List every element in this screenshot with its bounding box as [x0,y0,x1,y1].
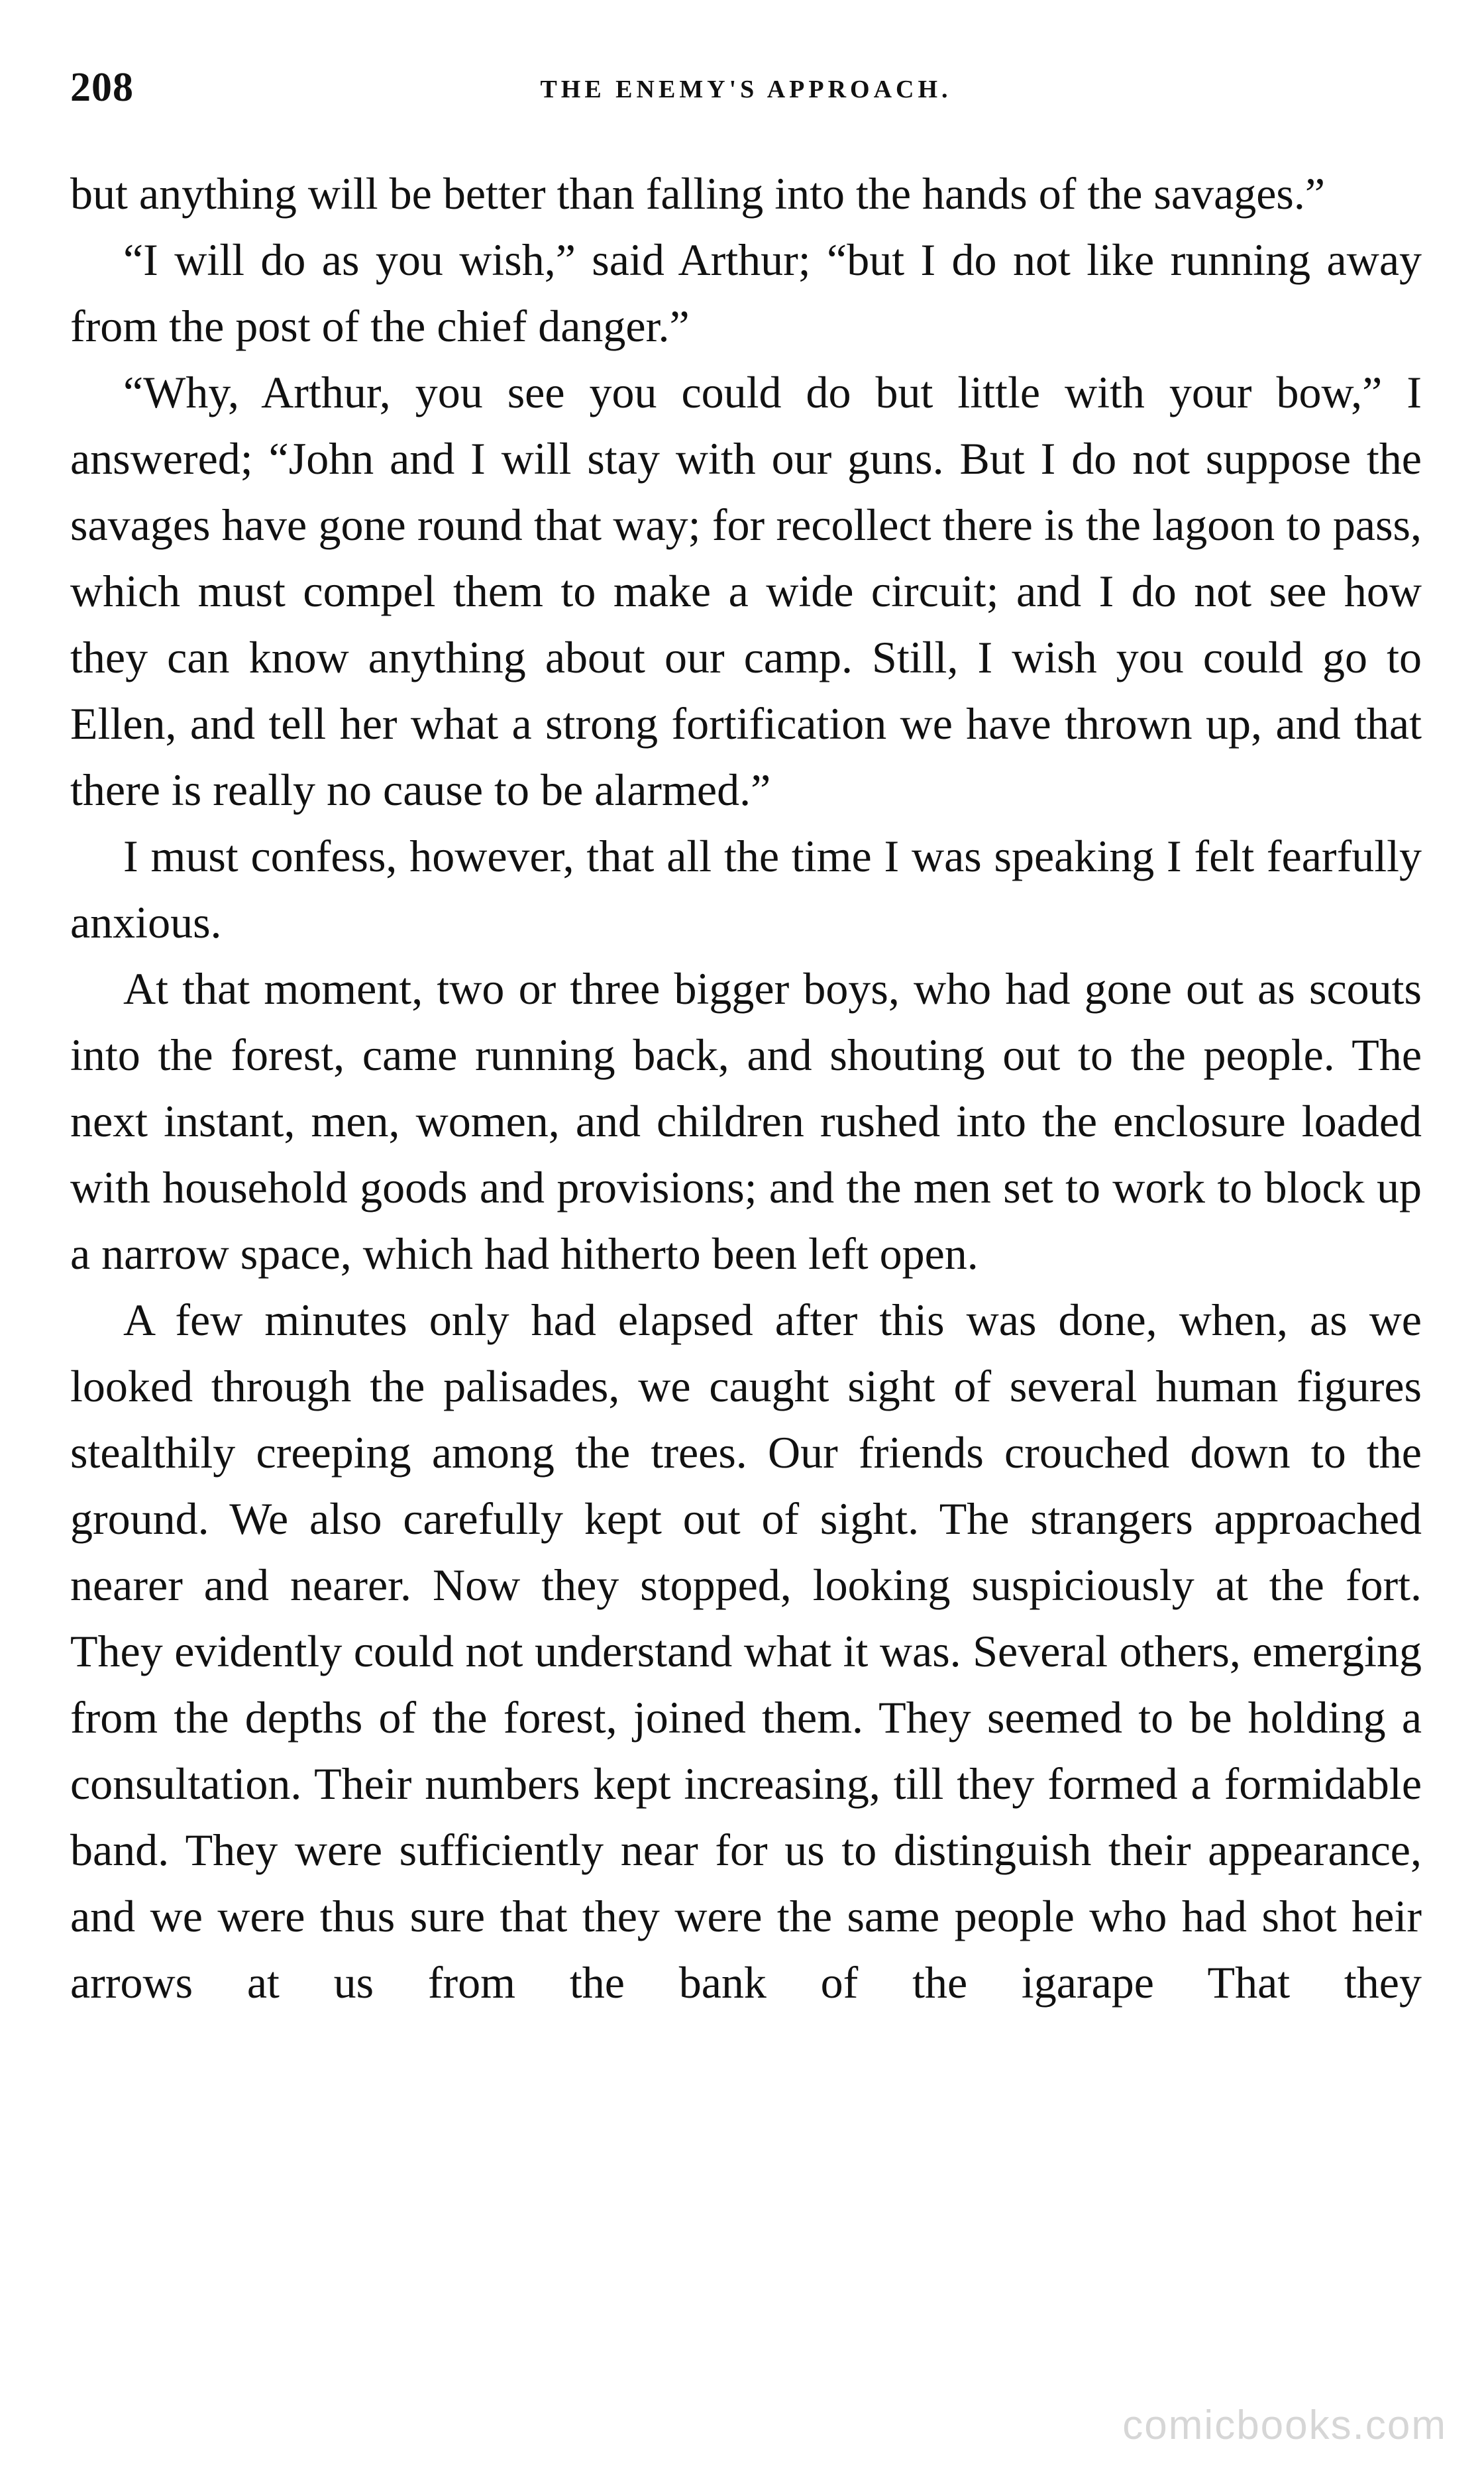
page-header [70,61,1422,121]
paragraph-savages-approach: A few minutes only had elapsed after this was done, when, as we looked through the palisades, we caught sight of several human figures stealthily creeping among the trees. Our friends crouched down to the ground. We also carefully kept out of sight. The strangers approached nearer and nearer. Now they stopped, looking suspiciously at the fort. They evidently could not understand what it was. Several others, emerging from the depths of the forest, joined them. They seemed to be holding a consultation. Their numbers kept increasing, till they formed a formidable band. They were sufficiently near for us to distinguish their appearance, and we were thus sure that they were the same people who had shot heir arrows at us from the bank of the igarape That they [70,1295,1422,2008]
body-text [70,160,1422,2016]
watermark: comicbooks.com [1122,2402,1447,2448]
paragraph-confession: I must confess, however, that all the time I was speaking I felt fearfully anxious. [70,831,1422,947]
page-number: 208 [70,65,134,110]
paragraph-scouts-return: At that moment, two or three bigger boys, who had gone out as scouts into the forest, came running back, and shouting out to the people. The next instant, men, women, and children rushed into the enclosure loaded with household goods and provisions; and the men set to work to block up a narrow space, which had hitherto been left open. [70,963,1422,1279]
paragraph-arthur-reply: “I will do as you wish,” said Arthur; “but I do not like running away from the post of the chief danger.” [70,235,1422,351]
running-head: THE ENEMY'S APPROACH. [540,76,952,103]
paragraph-narrator-answer: “Why, Arthur, you see you could do but little with your bow,” I answered; “John and I will stay with our guns. But I do not suppose the savages have gone round that way; for recollect there is the lagoon to pass, which must compel them to make a wide circuit; and I do not see how they can know anything about our camp. Still, I wish you could go to Ellen, and tell her what a strong fortification we have thrown up, and that there is really no cause to be alarmed.” [70,367,1422,815]
paragraph-continuation: but anything will be better than falling into the hands of the savages.” [70,168,1326,219]
